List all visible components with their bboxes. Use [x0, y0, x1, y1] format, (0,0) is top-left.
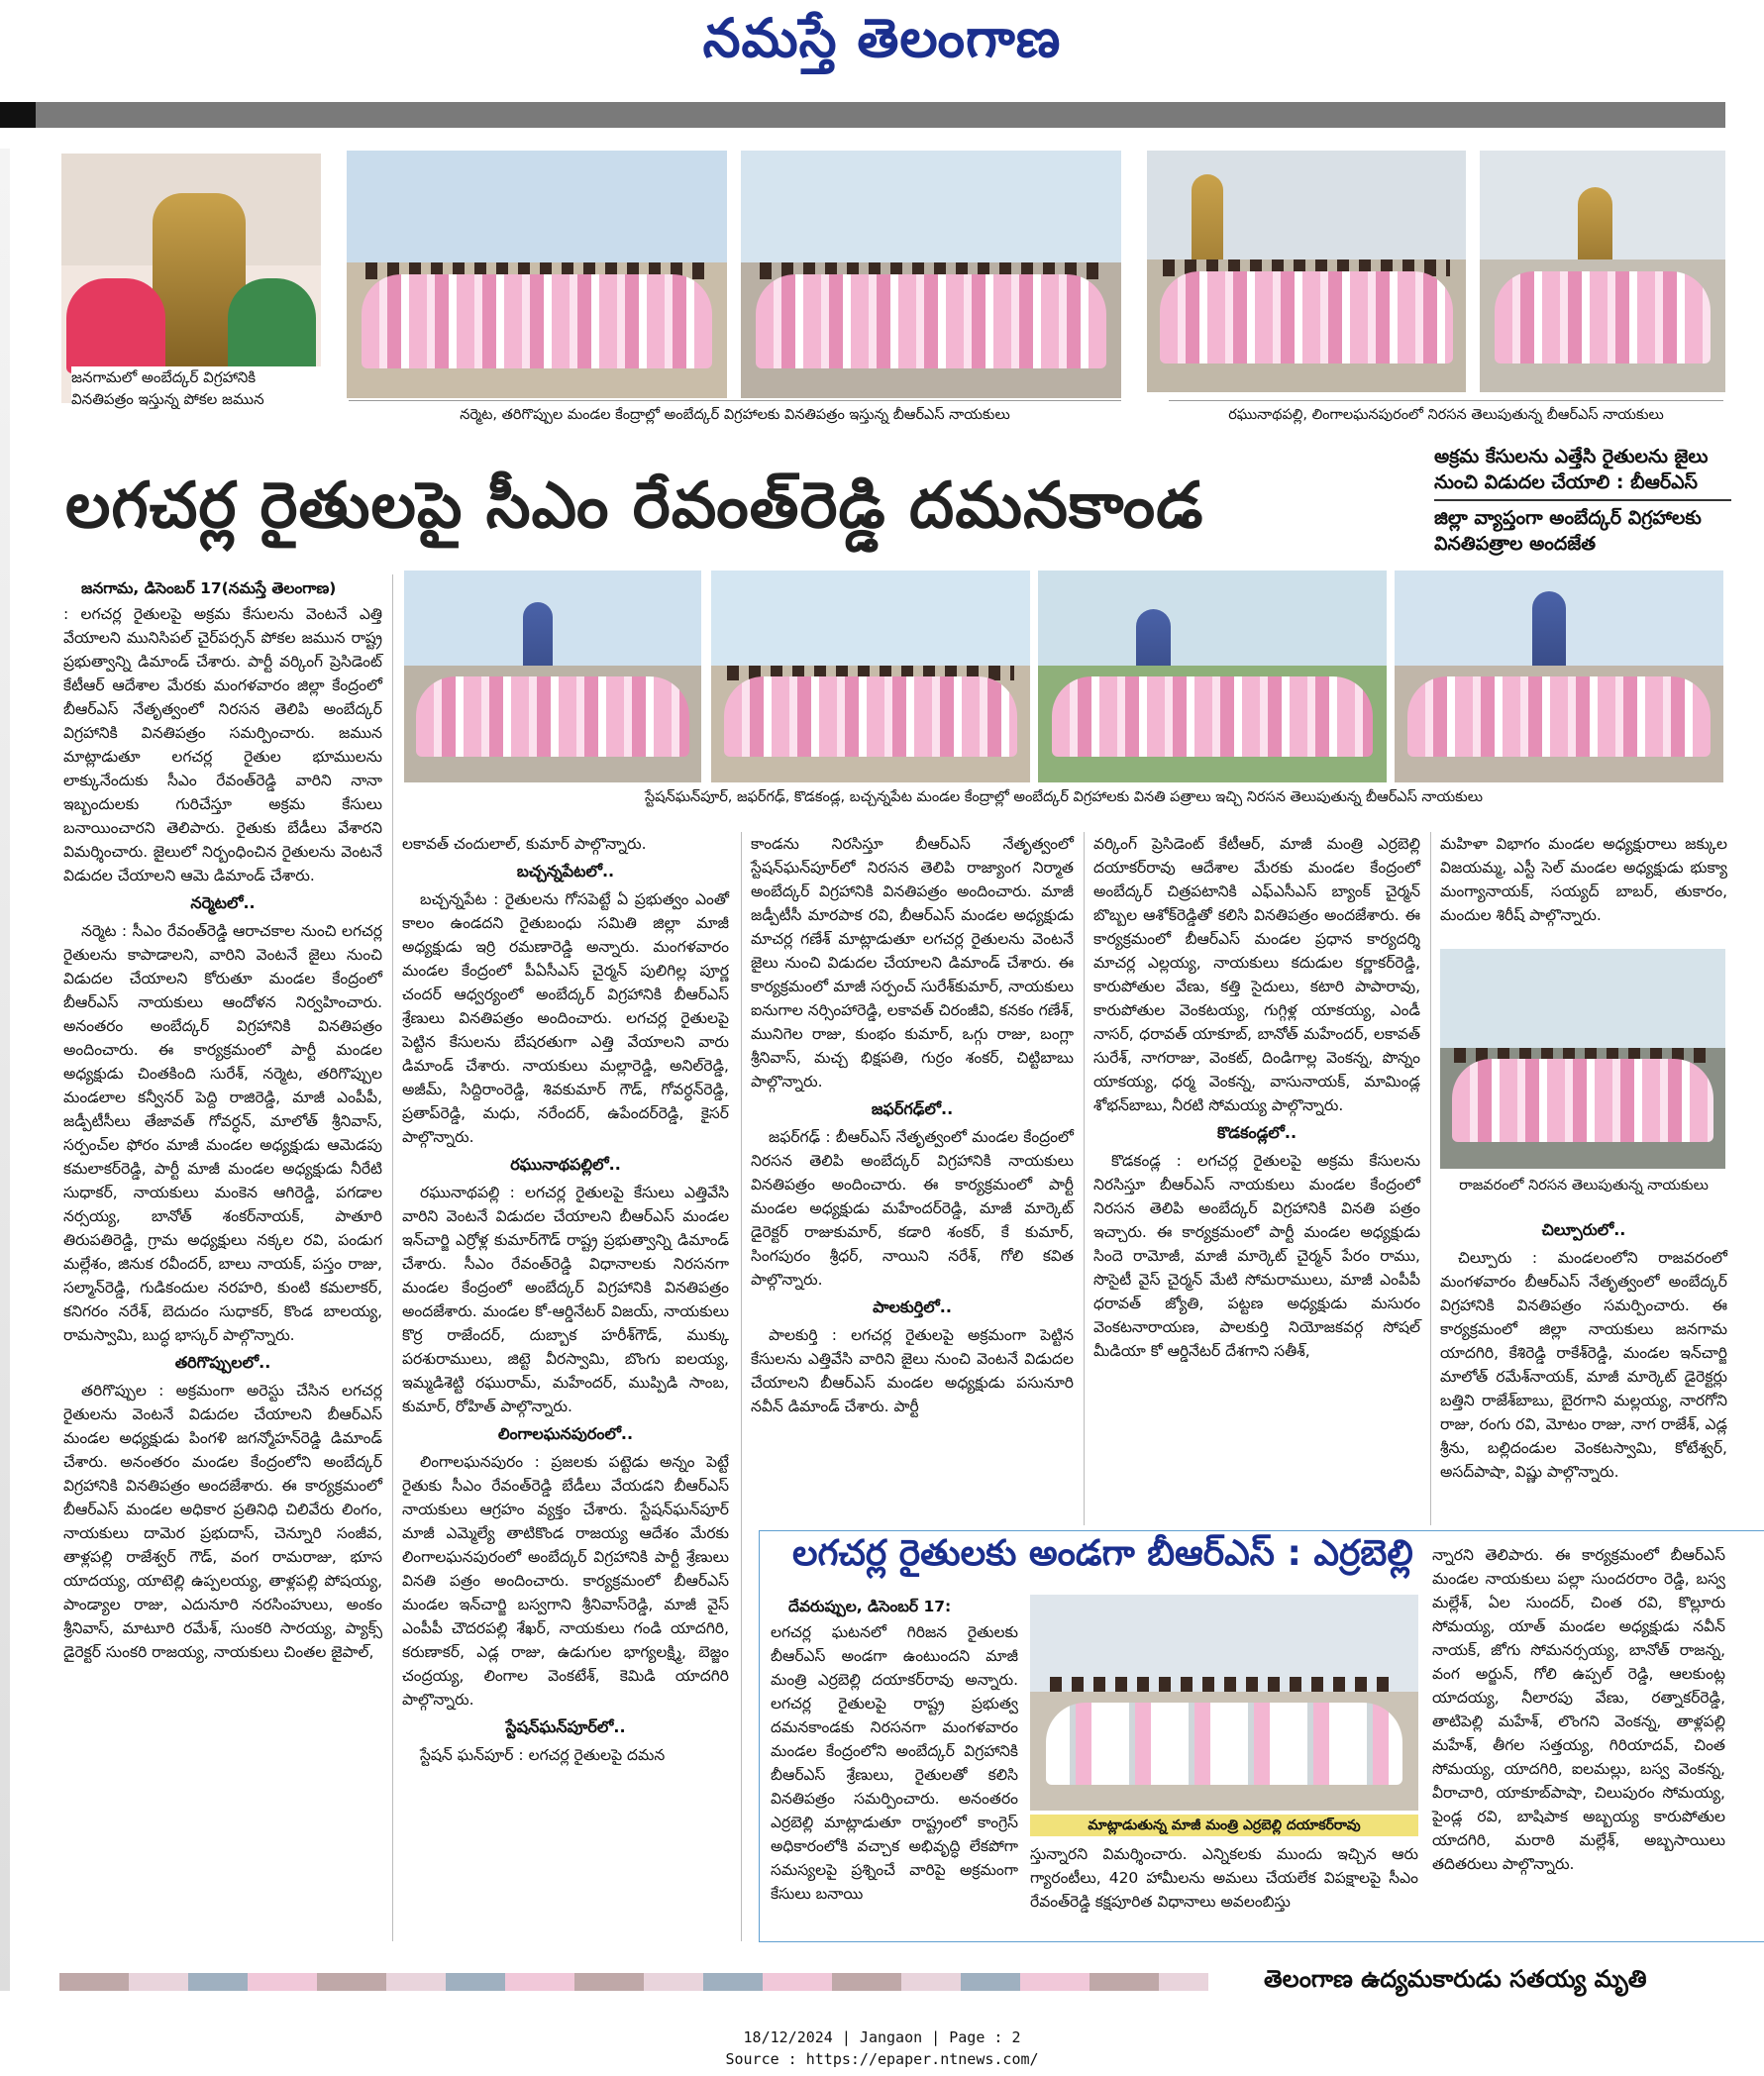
photo-kodakandla — [1038, 571, 1387, 782]
para: : లగచర్ల రైతులపై అక్రమ కేసులను వెంటనే ఎత్తి వేయాలని మునిసిపల్ చైర్‌పర్సన్ పోకల జమున రాష్ట్ర ప్రభుత్వాన్ని డిమాండ్ చేశారు. పార్టీ వర్కింగ్ ప్రెసిడెంట్ కేటీఆర్ ఆదేశాల మేరకు మంగళవారం జిల్లా కేంద్రంలో బీఆర్ఎస్ నేతృత్వంలో నిరసన తెలిపి అంబేద్కర్ విగ్రహానికి వినతిపత్రం సమర్పించారు. జమున మాట్లాడుతూ లగచర్ల రైతుల భూములను లాక్కునేందుకు సీఎం రేవంత్‌రెడ్డి వారిని నానా ఇబ్బందులకు గురిచేస్తూ అక్రమ కేసులు బనాయించారని తెలిపారు. రైతుకు బేడీలు వేశారని విమర్శించారు. జైలులో నిర్బంధించిన రైతులను వెంటనే విడుదల చేయాలని ఆమె డిమాండ్ చేశారు. — [63, 605, 382, 884]
source-link[interactable]: Source : https://epaper.ntnews.com/ — [725, 2050, 1039, 2068]
para: స్తున్నారని విమర్శించారు. ఎన్నికలకు ముందు ఇచ్చిన ఆరు గ్యారంటీలు, 420 హామీలను అమలు చేయలేక విపక్షాలపై సీఎం రేవంత్‌రెడ్డి కక్షపూరిత విధానాలు అవలంబిస్తు — [1030, 1845, 1418, 1911]
errabelli-col-mid — [1030, 1842, 1418, 1916]
para: లకావత్ చందులాల్, కుమార్ పాల్గొన్నారు. — [402, 835, 647, 853]
para: న్నారని తెలిపారు. ఈ కార్యక్రమంలో బీఆర్ఎస్ మండల నాయకులు పల్లా సుందరరాం రెడ్డి, బస్వ మల్లేశ్, ఏల సుందర్, చింత రవి, కొల్లూరు సోమయ్య, యాత్ మండల అధ్యక్షుడు నవీన్ నాయక్, జోగు సోమనర్సయ్య, బానోత్ రాజన్న, వంగ అర్జున్, గోలి ఉప్పల్ రెడ్డి, ఆలకుంట్ల యాదయ్య, నీలారపు వేణు, రత్నాకర్‌రెడ్డి, తాటిపెల్లి మహేశ్, లొంగని వెంకన్న, తాళ్లపల్లి మహేశ్, తీగల సత్తయ్య, గిరియాదవ్, చింత సోమయ్య, యాదగిరి, ఐలమల్లు, బస్వ వెంకన్న, వీరాచారి, యాకూబ్‌పాషా, చిలుపురం సోమయ్య, పైండ్ల రవి, బాషిపాక అబ్బయ్య కారుపోతుల యాదగిరి, మరాఠి మల్లేశ్, అబ్బసాయిలు తదితరులు పాల్గొన్నారు. — [1432, 1546, 1725, 1873]
next-page-preview-strip — [59, 1973, 1208, 1991]
errabelli-col-left — [771, 1595, 1018, 1908]
article-col-4 — [1093, 832, 1420, 1365]
section-zafargadh: జఫర్‌గఢ్‌లో.. — [871, 1099, 954, 1118]
newspaper-title: నమస్తే తెలంగాణ — [702, 6, 1062, 69]
photo-bachannapeta — [1395, 571, 1723, 782]
para: లింగాలఘనపురం : ప్రజలకు పట్టెడు అన్నం పెట్టే రైతుకు సీఎం రేవంత్‌రెడ్డి బేడీలు వేయడని బీఆర్ఎస్ నాయకులు ఆగ్రహం వ్యక్తం చేశారు. స్టేషన్‌ఘన్‌పూర్ మాజీ ఎమ్మెల్యే తాటికొండ రాజయ్య ఆదేశం మేరకు లింగాలఘనపురంలో అంబేద్కర్ విగ్రహానికి పార్టీ శ్రేణులు వినతి పత్రం అందించారు. కార్యక్రమంలో బీఆర్ఎస్ మండల ఇన్‌చార్జి బస్వగాని శ్రీనివాస్‌రెడ్డి, మాజీ వైస్ ఎంపీపీ చౌదరపల్లి శేఖర్, నాయకులు గండి యాదగిరి, కరుణాకర్, ఎడ్ల రాజు, ఉడుగుల భాగ్యలక్ష్మి, బెజ్జం చంద్రయ్య, లింగాల వెంకటేశ్, కెమిడి యాదగిరి పాల్గొన్నారు. — [402, 1453, 729, 1709]
photo-station-ghanpur — [404, 571, 701, 782]
subhead-2: జిల్లా వ్యాప్తంగా అంబేద్కర్ విగ్రహాలకు వినతిపత్రాల అందజేత — [1434, 507, 1702, 555]
caption-photo2: నర్మెట, తరిగొప్పుల మండల కేంద్రాల్లో అంబేద్కర్ విగ్రహాలకు వినతిపత్రం ఇస్తున్న బీఆర్ఎస్ నాయకులు — [349, 400, 1121, 426]
caption-rajavaram: రాజవరంలో నిరసన తెలుపుతున్న నాయకులు — [1459, 1178, 1709, 1194]
photo-errabelli — [1030, 1595, 1418, 1811]
para: పాలకుర్తి : లగచర్ల రైతులపై అక్రమంగా పెట్టిన కేసులను ఎత్తివేసి వారిని జైలు నుంచి వెంటనే విడుదల చేయాలని బీఆర్ఎస్ మండల అధ్యక్షుడు పసునూరి నవీన్ డిమాండ్ చేశారు. పార్టీ — [751, 1326, 1074, 1415]
para: స్టేషన్ ఘన్‌పూర్ : లగచర్ల రైతులపై దమన — [420, 1746, 666, 1764]
article-col-2 — [402, 832, 729, 1769]
para: జఫర్‌గఢ్ : బీఆర్ఎస్ నేతృత్వంలో మండల కేంద్రంలో నిరసన తెలిపి అంబేద్కర్ విగ్రహానికి నాయకులు వినతిపత్రం అందించారు. ఈ కార్యక్రమంలో పార్టీ మండల అధ్యక్షుడు మహేందర్‌రెడ్డి, మాజీ మార్కెట్ డైరెక్టర్ రాజుకుమార్, కడారి శంకర్, కే కుమార్, సింగపురం శ్రీధర్, నాయిని నరేశ్, గోలి కవిత పాల్గొన్నారు. — [751, 1128, 1074, 1289]
article-col-1 — [63, 576, 382, 1666]
article-col-5 — [1440, 832, 1727, 929]
photo-zafargadh — [711, 571, 1030, 782]
para: బచ్చన్నపేట : రైతులను గోసపెట్టే ఏ ప్రభుత్వం ఎంతో కాలం ఉండదని రైతుబంధు సమితి జిల్లా మాజీ అధ్యక్షుడు ఇర్రి రమణారెడ్డి అన్నారు. మంగళవారం మండల కేంద్రంలో పీఏసీఎస్ చైర్మన్ పులిగిల్ల పూర్ణ చందర్ ఆధ్వర్యంలో అంబేద్కర్ విగ్రహానికి బీఆర్ఎస్ శ్రేణులు వినతిపత్రం అందించారు. లగచర్ల రైతులపై పెట్టిన కేసులను బేషరతుగా ఎత్తి వేయాలని వారు డిమాండ్ చేశారు. నాయకులు మల్లారెడ్డి, అనిల్‌రెడ్డి, అజీమ్, సిద్దిరాంరెడ్డి, శివకుమార్ గౌడ్, గోవర్ధన్‌రెడ్డి, ప్రతాప్‌రెడ్డి, మధు, నరేందర్, ఉపేందర్‌రెడ్డి, కైసర్ పాల్గొన్నారు. — [402, 890, 729, 1146]
article-col-3 — [751, 832, 1074, 1420]
para: చిల్పూరు : మండలంలోని రాజవరంలో మంగళవారం బీఆర్ఎస్ నేతృత్వంలో అంబేద్కర్ విగ్రహానికి వినతిపత్రం సమర్పించారు. ఈ కార్యక్రమంలో జిల్లా నాయకులు జనగామ యాదగిరి, కేశిరెడ్డి రాకేశ్‌రెడ్డి, మండల ఇన్‌చార్జి మాలోత్ రమేశ్‌నాయక్, మాజీ మార్కెట్ డైరెక్టర్లు బత్తిని రాజేశ్‌బాబు, బైరగాని మల్లయ్య, నారగోని రాజు, రంగు రవి, మోటం రాజు, నాగ రాజేశ్, ఎడ్ల శ్రీను, బల్లిదండుల వెంకటస్వామి, కోటేశ్వర్, అసద్‌పాషా, విష్ణు పాల్గొన్నారు. — [1440, 1249, 1727, 1481]
para: నర్మెట : సీఎం రేవంత్‌రెడ్డి ఆరాచకాల నుంచి లగచర్ల రైతులను కాపాడాలని, వారిని వెంటనే జైలు నుంచి విడుదల చేయాలని కోరుతూ మండల కేంద్రంలో బీఆర్ఎస్ నాయకులు ఆందోళన నిర్వహించారు. అనంతరం అంబేద్కర్ విగ్రహానికి వినతిపత్రం అందించారు. ఈ కార్యక్రమంలో పార్టీ మండల అధ్యక్షుడు చింతకింది సురేశ్, నర్మెట, తరిగొప్పుల మండలాల కన్వీనర్ పెద్ది రాజిరెడ్డి, మాజీ ఎంపీపీ, జడ్పీటీసీలు తేజావత్ గోవర్ధన్, మాలోత్ శ్రీనివాస్, సర్పంచ్‌ల ఫోరం మాజీ మండల అధ్యక్షుడు ఆమెడపు కమలాకర్‌రెడ్డి, పార్టీ మాజీ మండల అధ్యక్షుడు నీరేటి సుధాకర్, నాయకులు మంకెన ఆగిరెడ్డి, పగడాల నర్సయ్య, బానోత్ శంకర్‌నాయక్, పాతూరి తిరుపతిరెడ్డి, గ్రామ అధ్యక్షులు నక్కల రవి, పండుగ మల్లేశం, జినుక రవీందర్, బాలు నాయక్, పస్తం రాజు, సల్మాన్‌రెడ్డి, గుడికందుల నరహరి, కుంటి కమలాకర్, కనిగరం నరేశ్, బెదుదం సుధాకర్, కొండ బాలయ్య, రామస్వామి, బుద్ధ భాస్కర్ పాల్గొన్నారు. — [63, 922, 382, 1344]
errabelli-dateline: దేవరుప్పుల, డిసెంబర్ 17: — [788, 1598, 952, 1615]
errabelli-headline: లగచర్ల రైతులకు అండగా బీఆర్ఎస్ : ఎర్రబెల్లి — [792, 1533, 1413, 1574]
caption-photo-row2: స్టేషన్‌ఘన్‌పూర్, జఫర్‌గఢ్, కొడకండ్ల, బచ్చన్నపేట మండల కేంద్రాల్లో అంబేద్కర్ విగ్రహాలకు వినతి పత్రాలు ఇచ్చి నిరసన తెలుపుతున్న బీఆర్ఎస్ నాయకులు — [645, 789, 1483, 805]
page-source — [0, 2026, 1764, 2070]
para: కొడకండ్ల : లగచర్ల రైతులపై అక్రమ కేసులను నిరసిస్తూ బీఆర్ఎస్ నాయకులు మండల కేంద్రంలో నిరసన తెలిపి అంబేద్కర్ విగ్రహానికి వినతి పత్రం ఇచ్చారు. ఈ కార్యక్రమంలో పార్టీ మండల అధ్యక్షుడు సిందె రామోజీ, మాజీ మార్కెట్ చైర్మన్ పేరం రాము, సొసైటీ వైస్ చైర్మన్ మేటి సోమరాములు, మాజీ ఎంపీపీ ధరావత్ జ్యోతి, పట్టణ అధ్యక్షుడు మసురం వెంకటనారాయణ, పాలకుర్తి నియోజకవర్గ సోషల్ మీడియా కో ఆర్డినేటర్ దేశగాని సతీశ్, — [1093, 1152, 1420, 1360]
section-narmeta: నర్మెటలో.. — [190, 893, 256, 912]
section-station-ghanpur: స్టేషన్‌ఘన్‌పూర్‌లో.. — [505, 1717, 626, 1736]
para: మహిళా విభాగం మండల అధ్యక్షురాలు జక్కుల విజయమ్మ, ఎస్టీ సెల్ మండల అధ్యక్షుడు భుక్యా మంగ్యానాయక్, సయ్యద్ బాబర్, తుకారం, మందుల శిరీష్ పాల్గొన్నారు. — [1440, 835, 1727, 924]
edition-info: 18/12/2024 | Jangaon | Page : 2 — [743, 2028, 1021, 2046]
caption-errabelli: మాట్లాడుతున్న మాజీ మంత్రి ఎర్రబెల్లి దయాకర్‌రావు — [1030, 1815, 1418, 1836]
errabelli-col-right — [1432, 1543, 1725, 1878]
para: తరిగొప్పుల : అక్రమంగా అరెస్టు చేసిన లగచర్ల రైతులను వెంటనే విడుదల చేయాలని బీఆర్ఎస్ మండల అధ్యక్షుడు పింగళి జగన్మోహన్‌రెడ్డి డిమాండ్ చేశారు. అనంతరం మండల కేంద్రంలోని అంబేద్కర్ విగ్రహానికి వినతిపత్రం అందజేశారు. ఈ కార్యక్రమంలో బీఆర్ఎస్ మండల అధికార ప్రతినిధి చిలివేరు లింగం, నాయకులు దామెర ప్రభుదాస్, చెన్నూరి సంజీవ, తాళ్లపల్లి రాజేశ్వర్ గౌడ్, వంగ రామరాజు, భూస యాదయ్య, యాటెల్లి ఉప్పలయ్య, తాళ్లపల్లి పోషయ్య, పాండ్యాల రాజు, ఎదునూరి నరసింహులు, అంకం శ్రీనివాస్, మాటూరి రమేశ్, సుంకరి సారయ్య, ప్యాక్స్ డైరెక్టర్ సుంకరి రాజయ్య, నాయకులు చింతల జైపాల్, — [63, 1382, 382, 1661]
section-raghunathapalli: రఘునాథపల్లిలో.. — [510, 1155, 621, 1174]
photo-raghunathapalli — [1147, 151, 1466, 392]
caption-photo3: రఘునాథపల్లి, లింగాలఘనపురంలో నిరసన తెలుపుతున్న బీఆర్ఎస్ నాయకులు — [1169, 400, 1723, 426]
photo-lingalaghanapuram — [1480, 151, 1725, 392]
para: రఘునాథపల్లి : లగచర్ల రైతులపై కేసులు ఎత్తివేసి వారిని వెంటనే విడుదల చేయాలని బీఆర్ఎస్ మండల ఇన్‌చార్జి ఎర్రోళ్ల కుమార్‌గౌడ్ రాష్ట్ర ప్రభుత్వాన్ని డిమాండ్ చేశారు. సీఎం రేవంత్‌రెడ్డి విధానాలకు నిరసనగా మండల కేంద్రంలో అంబేద్కర్ విగ్రహానికి వినతిపత్రం అందజేశారు. మండల కో-ఆర్డినేటర్ విజయ్, నాయకులు కొర్ర రాజేందర్, దుబ్బాక హరీశ్‌గౌడ్, ముక్కు పరశురాములు, జిట్టె వీరస్వామి, బొంగు ఐలయ్య, ఇమ్మడిశెట్టి రఘురామ్, మహేందర్, ముప్పిడి సాంబ, కుమార్, రోహిత్ పాల్గొన్నారు. — [402, 1184, 729, 1415]
section-bachannapeta: బచ్చన్నపేటలో.. — [516, 862, 615, 881]
section-tarigoppula: తరిగొప్పులలో.. — [174, 1353, 271, 1372]
article-col-5b — [1440, 1214, 1727, 1486]
photo-rajavaram — [1440, 949, 1725, 1169]
section-kodakandla: కొడకండ్లలో.. — [1216, 1123, 1297, 1142]
header-divider — [0, 102, 1725, 128]
para: కాండను నిరసిస్తూ బీఆర్ఎస్ నేతృత్వంలో స్టేషన్‌ఘన్‌పూర్‌లో నిరసన తెలిపి రాజ్యాంగ నిర్మాత అంబేద్కర్ విగ్రహానికి వినతిపత్రం అందించారు. మాజీ జడ్పీటీసీ మారపాక రవి, బీఆర్ఎస్ మండల అధ్యక్షుడు మాచర్ల గణేశ్ మాట్లాడుతూ లగచర్ల రైతులను వెంటనే జైలు నుంచి విడుదల చేయాలని డిమాండ్ చేశారు. ఈ కార్యక్రమంలో మాజీ సర్పంచ్ సురేశ్‌కుమార్, నాయకులు ఐనుగాల నర్సింహారెడ్డి, లకావత్ చిరంజీవి, కనకం గణేశ్, మునిగెల రాజు, కుంభం కుమార్, ఒగ్గు రాజు, బంగ్లా శ్రీనివాస్, మచ్చ భిక్షపతి, గుర్రం శంకర్, చిట్టిబాబు పాల్గొన్నారు. — [751, 835, 1074, 1090]
masthead — [0, 0, 1764, 97]
dateline: జనగామ, డిసెంబర్ 17(నమస్తే తెలంగాణ) — [81, 579, 337, 597]
subhead-1: అక్రమ కేసులను ఎత్తేసి రైతులను జైలు నుంచి విడుదల చేయాలి : బీఆర్ఎస్ — [1434, 446, 1709, 493]
next-headline-teaser: తెలంగాణ ఉద్యమకారుడు సతయ్య మృతి — [1264, 1965, 1647, 1993]
para: లగచర్ల ఘటనలో గిరిజన రైతులకు బీఆర్ఎస్ అండగా ఉంటుందని మాజీ మంత్రి ఎర్రబెల్లి దయాకర్‌రావు అన్నారు. లగచర్ల రైతులపై రాష్ట్ర ప్రభుత్వ దమనకాండకు నిరసనగా మంగళవారం మండల కేంద్రంలోని అంబేద్కర్ విగ్రహానికి బీఆర్ఎస్ శ్రేణులు, రైతులతో కలిసి వినతిపత్రం సమర్పించారు. అనంతరం ఎర్రబెల్లి మాట్లాడుతూ రాష్ట్రంలో కాంగ్రెస్ అధికారంలోకి వచ్చాక అభివృద్ధి లేకపోగా సమస్యలపై ప్రశ్నించే వారిపై అక్రమంగా కేసులు బనాయి — [771, 1623, 1018, 1903]
subheadlines — [1434, 444, 1731, 557]
section-lingalaghanapuram: లింగాలఘనపురంలో.. — [497, 1424, 634, 1443]
para: వర్కింగ్ ప్రెసిడెంట్ కేటీఆర్, మాజీ మంత్రి ఎర్రబెల్లి దయాకర్‌రావు ఆదేశాల మేరకు మండల కేంద్రంలో అంబేద్కర్ చిత్రపటానికి ఎఫ్ఎసీఎస్ బ్యాంక్ చైర్మన్ బొబ్బల ఆశోక్‌రెడ్డితో కలిసి వినతిపత్రం అందజేశారు. ఈ కార్యక్రమంలో బీఆర్ఎస్ మండల ప్రధాన కార్యదర్శి మాచర్ల ఎల్లయ్య, నాయకులు కదుడుల కర్ణాకర్‌రెడ్డి, కారుపోతుల వేణు, కత్తి సైదులు, కటారి పాపారావు, కారుపోతుల వెంకటయ్య, గుగ్గిళ్ల యాకయ్య, ఎండీ నాసర్, ధరావత్ యాకూబ్, బానోత్ మహేందర్, లకావత్ సురేశ్, నాగరాజు, వెంకట్, దిండిగాల్ల వెంకన్న, పొన్నం యాకయ్య, ధర్మ వెంకన్న, వాసునాయక్, మామిండ్ల శోభన్‌బాబు, నీరటి సోమయ్య పాల్గొన్నారు. — [1093, 835, 1420, 1114]
main-headline: లగచర్ల రైతులపై సీఎం రేవంత్‌రెడ్డి దమనకాండ — [65, 469, 1204, 543]
photo-tarigoppula — [741, 151, 1121, 398]
photo-narmeta — [347, 151, 727, 398]
section-chilpur: చిల్పూరులో.. — [1541, 1220, 1626, 1239]
caption-photo1: జనగామలో అంబేద్కర్ విగ్రహానికి వినతిపత్రం ఇస్తున్న పోకల జమున — [71, 366, 321, 410]
page-edge — [0, 149, 10, 1991]
section-palakurthi: పాలకుర్తిలో.. — [873, 1298, 952, 1316]
